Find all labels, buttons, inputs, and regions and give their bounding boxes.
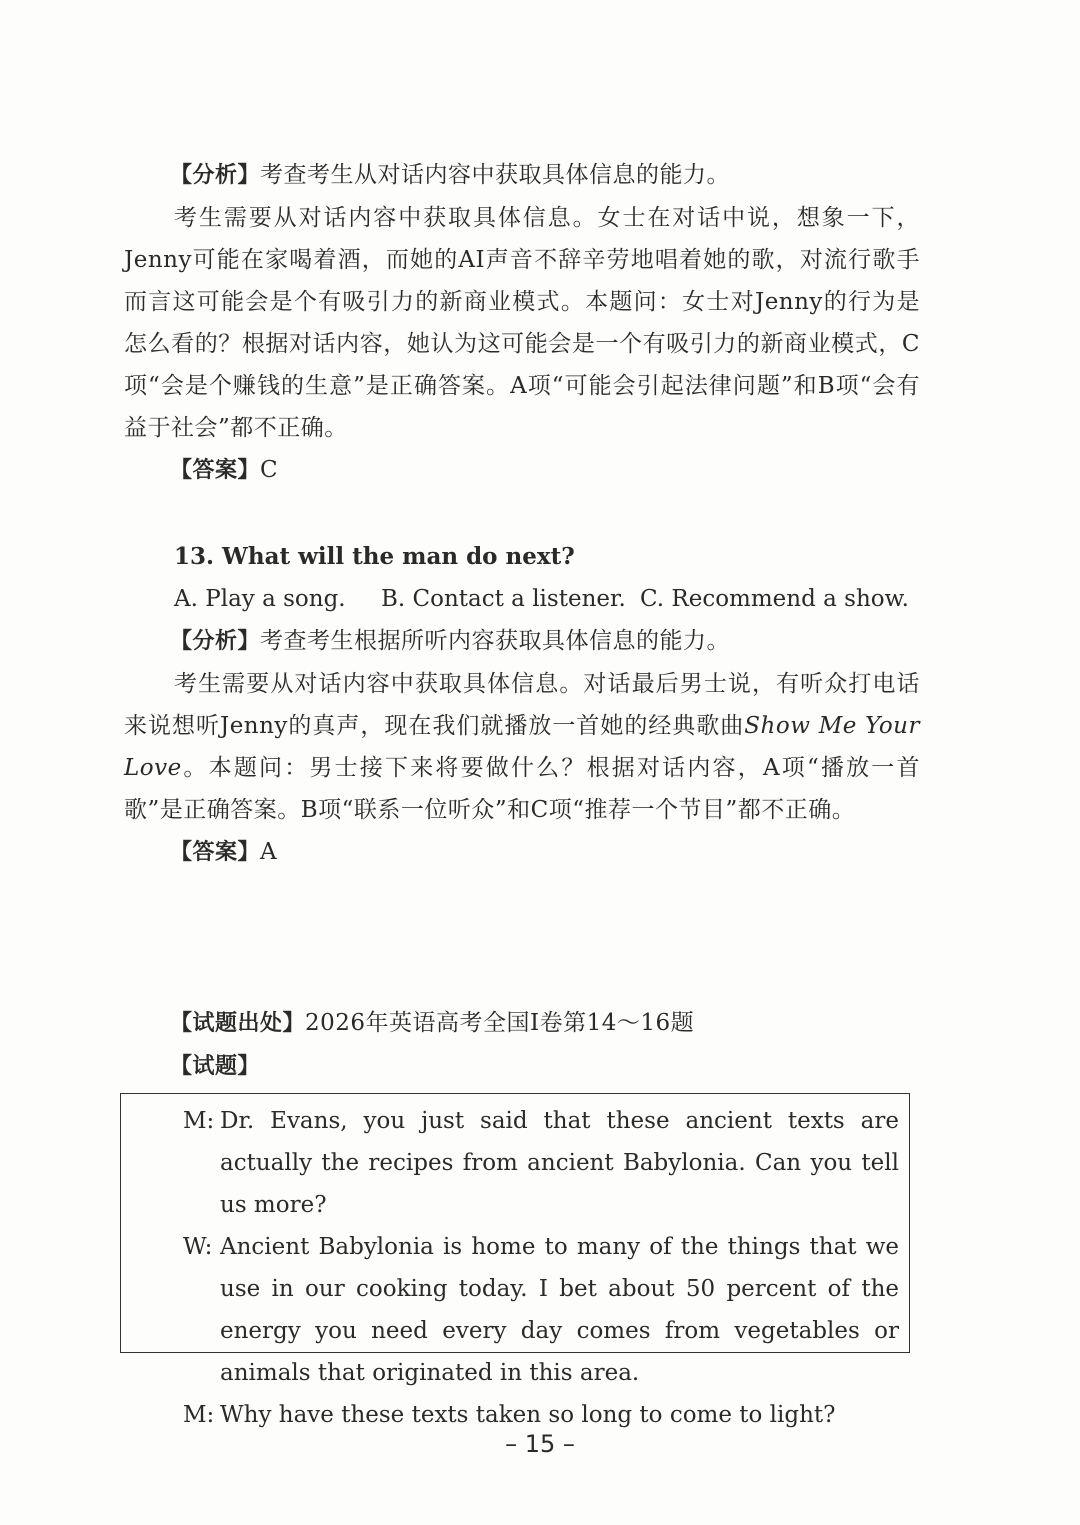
- q13-song-title: Show Me Your Love: [124, 713, 920, 781]
- dialog-turn: [183, 1100, 899, 1226]
- dialog-speaker: M:: [183, 1108, 215, 1134]
- q12-explanation: 考生需要从对话内容中获取具体信息。女士在对话中说，想象一下，Jenny可能在家喝着酒，而她的AI声音不辞辛劳地唱着她的歌，对流行歌手而言这可能会是个有吸引力的新商业模式。本题问：女士对Jenny的行为是怎么看的？根据对话内容，她认为这可能会是一个有吸引力的新商业模式，C项“会是个赚钱的生意”是正确答案。A项“可能会引起法律问题”和B项“会有益于社会”都不正确。: [124, 205, 920, 441]
- q12-answer-line: [124, 449, 920, 492]
- q13-analysis-text: 考查考生根据所听内容获取具体信息的能力。: [260, 628, 731, 654]
- dialog-text: Dr. Evans, you just said that these ancient texts are actually the recipes from ancient Babylonia. Can you tell us more?: [220, 1108, 899, 1218]
- q12-analysis-tag: 【分析】: [170, 163, 261, 188]
- q13-answer-value: A: [260, 839, 278, 865]
- q13-option-a: A. Play a song.: [174, 586, 346, 612]
- dialog-speaker: M:: [183, 1402, 215, 1428]
- page-number: – 15 –: [505, 1430, 575, 1458]
- question-tag: 【试题】: [170, 1054, 261, 1079]
- q13-answer-line: [124, 831, 920, 874]
- q12-answer-value: C: [260, 457, 279, 483]
- source-tag: 【试题出处】: [170, 1011, 306, 1036]
- source-section: [124, 1002, 920, 1088]
- q13-option-c: C. Recommend a show.: [640, 586, 909, 612]
- q13-analysis-line: [124, 620, 920, 663]
- q12-analysis-text: 考查考生从对话内容中获取具体信息的能力。: [260, 162, 731, 188]
- source-text: 2026年英语高考全国I卷第14～16题: [305, 1010, 695, 1036]
- q13-explanation: [124, 663, 920, 831]
- q13-explanation-pre: 考生需要从对话内容中获取具体信息。对话最后男士说，有听众打电话来说想听Jenny的真声，现在我们就播放一首她的经典歌曲: [124, 671, 920, 739]
- q12-answer-tag: 【答案】: [170, 458, 261, 483]
- q13-analysis-tag: 【分析】: [170, 629, 261, 654]
- q12-analysis-line: [124, 154, 920, 197]
- q13-answer-tag: 【答案】: [170, 840, 261, 865]
- dialog-turn: [183, 1226, 899, 1394]
- q13-section: [124, 536, 920, 874]
- q13-option-b: B. Contact a listener.: [381, 586, 626, 612]
- dialog-box: [120, 1093, 910, 1428]
- q12-section: [124, 154, 920, 492]
- dialog-text: Why have these texts taken so long to come to light?: [220, 1402, 836, 1428]
- q13-options: [124, 578, 920, 620]
- q13-explanation-post: 。本题问：男士接下来将要做什么？根据对话内容，A项“播放一首歌”是正确答案。B项“联系一位听众”和C项“推荐一个节目”都不正确。: [124, 755, 920, 823]
- dialog-text: Ancient Babylonia is home to many of the things that we use in our cooking today. I bet about 50 percent of the energy you need every day comes from vegetables or animals that originated in this area.: [220, 1234, 899, 1386]
- question-tag-line: [124, 1045, 920, 1088]
- source-line: [124, 1002, 920, 1045]
- dialog-speaker: W:: [183, 1234, 213, 1260]
- q13-title: 13. What will the man do next?: [174, 543, 575, 570]
